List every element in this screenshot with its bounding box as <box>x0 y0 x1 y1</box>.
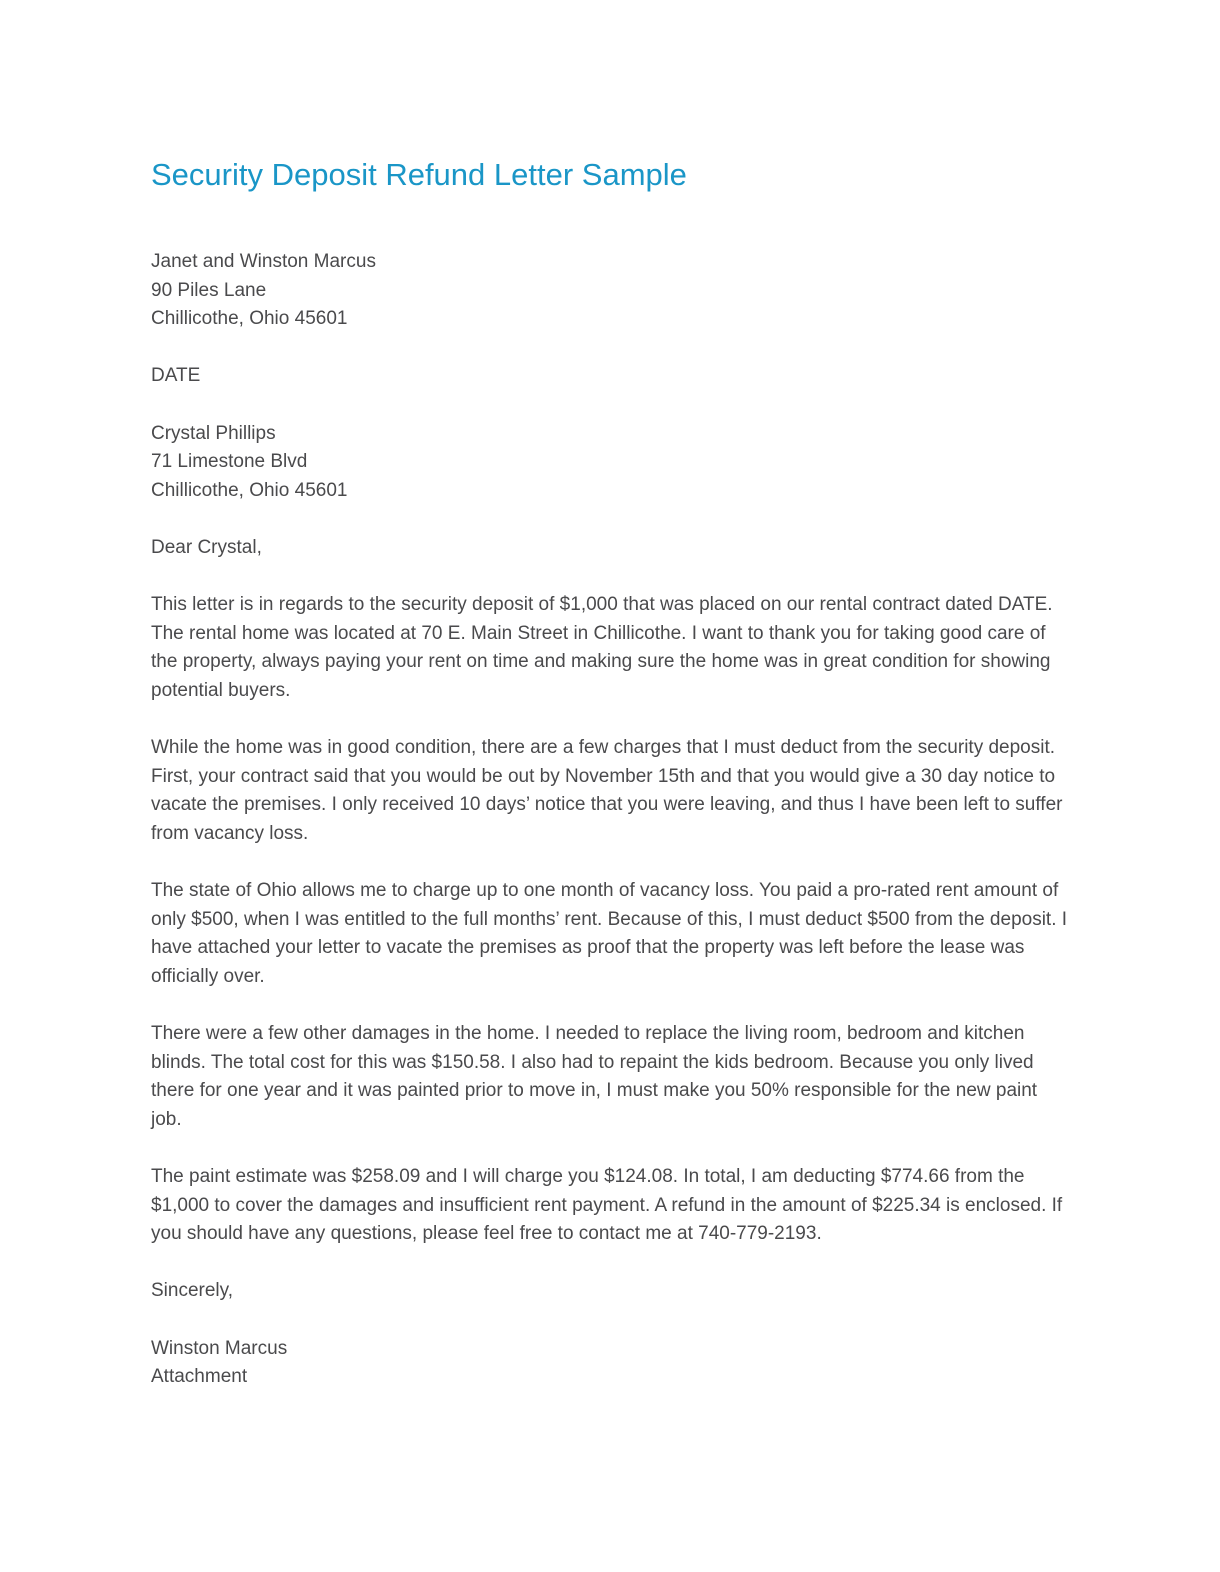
paragraph-vacancy-loss: The state of Ohio allows me to charge up to one month of vacancy loss. You paid a pro-rated rent amount of only $500, when I was entitled to the full months’ rent. Because of this, I must deduct $500 from the deposit. I have attached your letter to vacate the premises as proof that the property was left before the lease was officially over. <box>151 880 1068 987</box>
letter-body <box>151 248 1070 1392</box>
recipient-address <box>151 420 1070 506</box>
recipient-city-state-zip: Chillicothe, Ohio 45601 <box>151 479 348 501</box>
closing: Sincerely, <box>151 1280 234 1302</box>
paragraph-damages: There were a few other damages in the home. I needed to replace the living room, bedroom and kitchen blinds. The total cost for this was $150.58. I also had to repaint the kids bedroom. Because you only lived there for one year and it was painted prior to move in, I must make you 50% responsible for the new paint job. <box>151 1023 1038 1130</box>
date-line: DATE <box>151 365 201 387</box>
letter-title: Security Deposit Refund Letter Sample <box>151 157 687 192</box>
sender-name: Janet and Winston Marcus <box>151 251 376 272</box>
salutation: Dear Crystal, <box>151 536 262 558</box>
sender-address <box>151 248 1070 334</box>
paragraph-refund-total: The paint estimate was $258.09 and I will charge you $124.08. In total, I am deducting $774.66 from the $1,000 to cover the damages and insufficient rent payment. A refund in the amount of $225.34 is enclosed. If you should have any questions, please feel free to contact me at 740-779-2193. <box>151 1166 1063 1245</box>
paragraph-charges-notice: While the home was in good condition, there are a few charges that I must deduct from the security deposit. First, your contract said that you would be out by November 15th and that you would give a 30 day notice to vacate the premises. I only received 10 days’ notice that you were leaving, and thus I have been left to suffer from vacancy loss. <box>151 737 1063 844</box>
sender-city-state-zip: Chillicothe, Ohio 45601 <box>151 308 348 330</box>
signature-name: Winston Marcus <box>151 1337 288 1359</box>
recipient-name: Crystal Phillips <box>151 422 276 444</box>
paragraph-deposit-intro: This letter is in regards to the security deposit of $1,000 that was placed on our rental contract dated DATE. The rental home was located at 70 E. Main Street in Chillicothe. I want to thank you for taking good care of the property, always paying your rent on time and making sure the home was in great condition for showing potential buyers. <box>151 594 1053 701</box>
attachment-note: Attachment <box>151 1366 248 1388</box>
sender-street: 90 Piles Lane <box>151 279 267 301</box>
signature-block <box>151 1335 1070 1392</box>
recipient-street: 71 Limestone Blvd <box>151 451 308 473</box>
